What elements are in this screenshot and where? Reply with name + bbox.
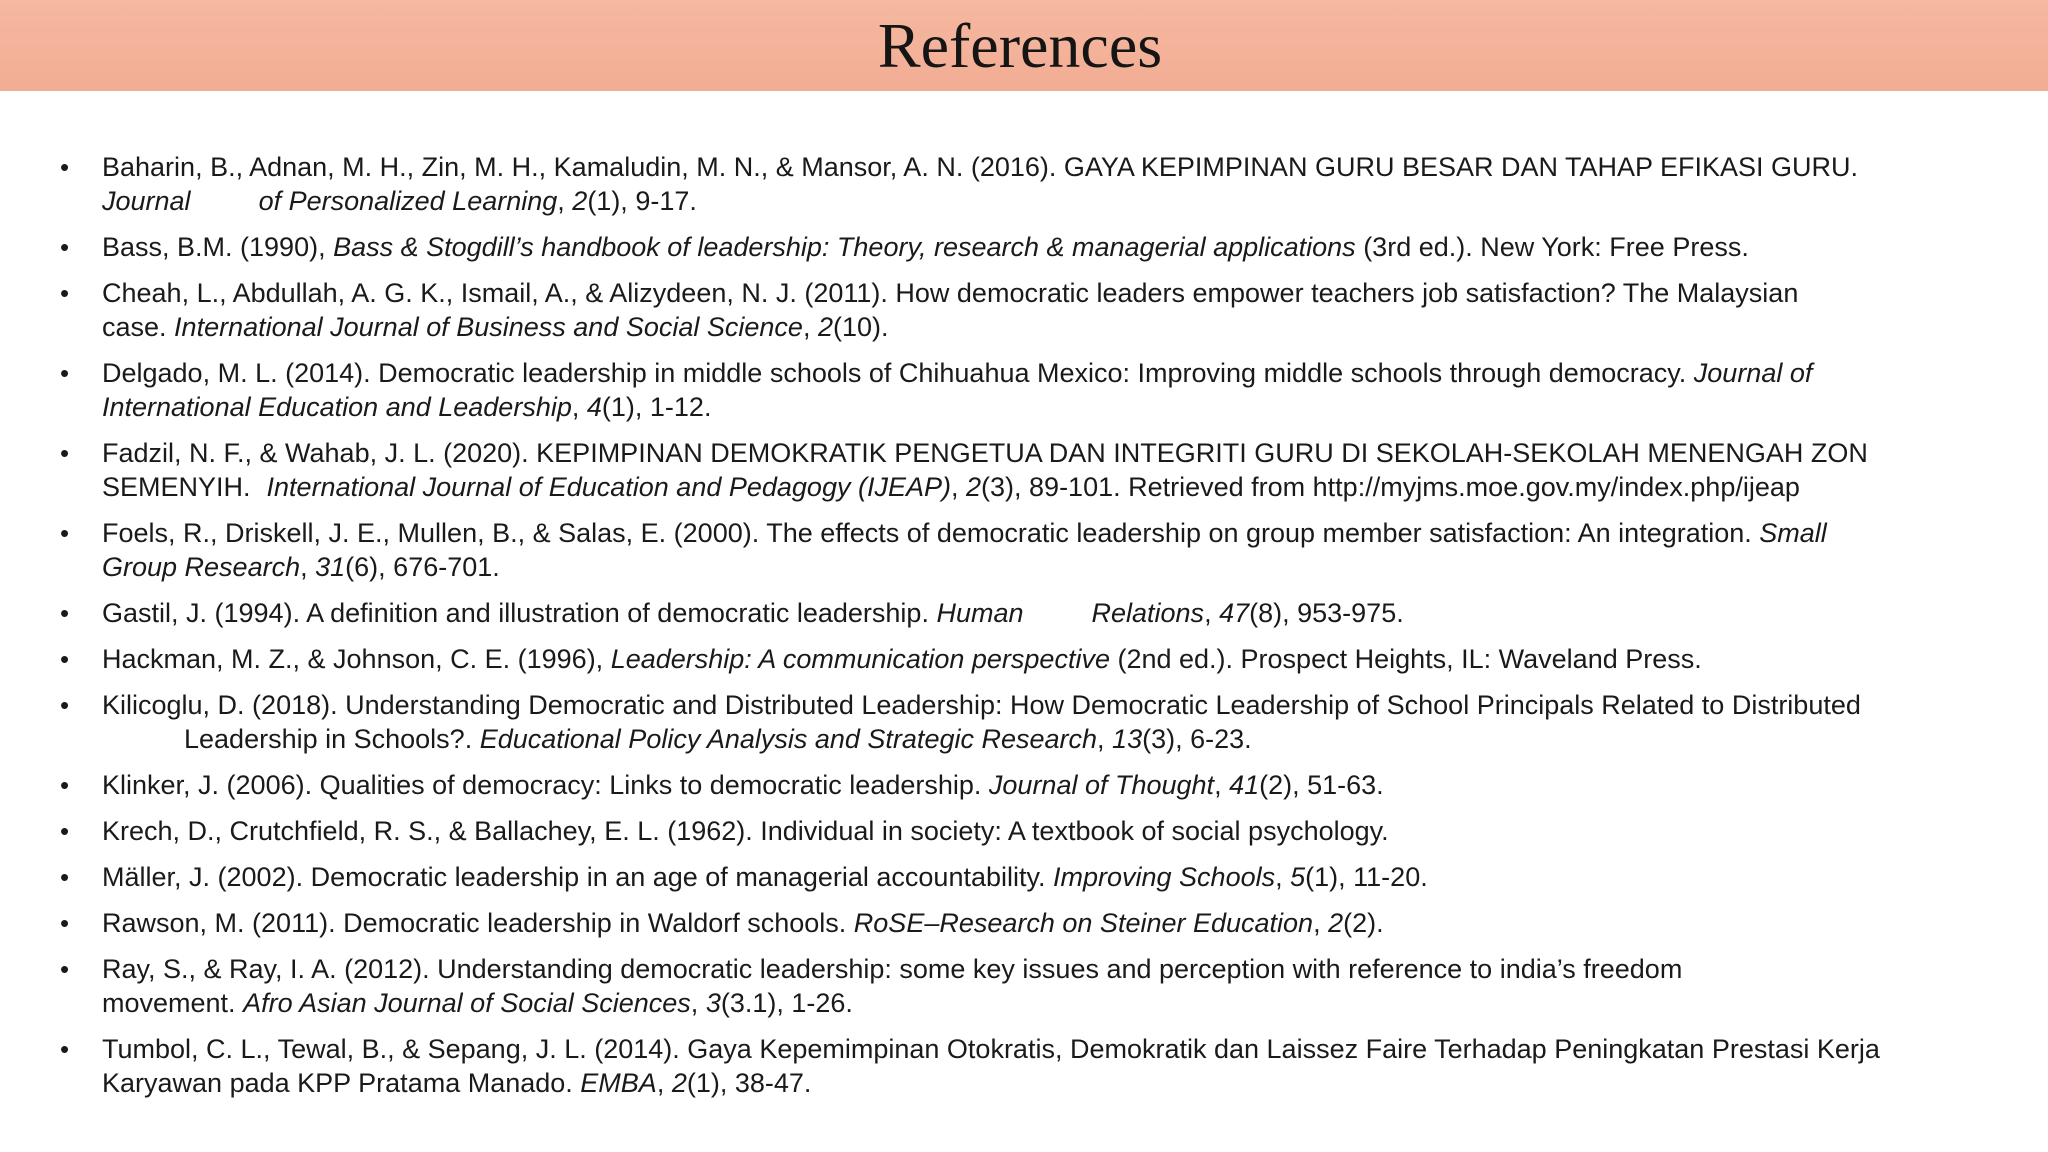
reference-text: movement. — [102, 988, 244, 1018]
reference-italic-text: Improving Schools — [1053, 862, 1276, 892]
reference-item — [0, 356, 2048, 424]
bullet-icon: • — [60, 644, 70, 674]
reference-text: Karyawan pada KPP Pratama Manado. — [102, 1068, 581, 1098]
reference-text: Bass, B.M. (1990), — [102, 232, 334, 262]
reference-text: Cheah, L., Abdullah, A. G. K., Ismail, A., & Alizydeen, N. J. (2011). How democratic leaders empower teachers job satisfaction? The Malaysian — [102, 278, 1799, 308]
reference-item — [0, 860, 2048, 894]
reference-line — [102, 768, 2012, 802]
bullet-icon: • — [60, 278, 70, 308]
reference-text: , — [656, 1068, 672, 1098]
reference-line — [102, 860, 2012, 894]
reference-item — [0, 688, 2048, 756]
reference-text: , — [802, 312, 818, 342]
reference-italic-text: Leadership: A communication perspective — [610, 644, 1110, 674]
reference-line — [102, 436, 2012, 470]
reference-text: (8), 953-975. — [1249, 598, 1404, 628]
reference-item — [0, 642, 2048, 676]
reference-italic-text: 2 — [1328, 908, 1344, 938]
reference-line — [102, 722, 2012, 756]
reference-line — [102, 150, 2012, 184]
reference-text: (1), 11-20. — [1305, 862, 1428, 892]
reference-line — [102, 276, 2012, 310]
reference-line — [102, 184, 2012, 218]
reference-text: Delgado, M. L. (2014). Democratic leadership in middle schools of Chihuahua Mexico: Improving middle schools through democracy. — [102, 358, 1694, 388]
reference-text: Fadzil, N. F., & Wahab, J. L. (2020). KEPIMPINAN DEMOKRATIK PENGETUA DAN INTEGRITI GURU DI SEKOLAH-SEKOLAH MENENGAH ZON — [102, 438, 1868, 468]
bullet-icon: • — [60, 862, 70, 892]
reference-italic-text: 2 — [817, 312, 833, 342]
reference-text: , — [300, 552, 316, 582]
reference-item — [0, 906, 2048, 940]
reference-line — [102, 310, 2012, 344]
reference-line — [102, 230, 2012, 264]
reference-text: Foels, R., Driskell, J. E., Mullen, B., & Salas, E. (2000). The effects of democratic leadership on group member satisfaction: An integration. — [102, 518, 1760, 548]
reference-italic-text: of Personalized Learning — [258, 186, 558, 216]
reference-text: (3), 6-23. — [1142, 724, 1252, 754]
reference-line — [102, 516, 2012, 550]
reference-italic-text: Afro Asian Journal of Social Sciences — [243, 988, 691, 1018]
reference-item — [0, 230, 2048, 264]
reference-italic-text: Relations — [1091, 598, 1205, 628]
reference-text: (3rd ed.). New York: Free Press. — [1355, 232, 1749, 262]
reference-italic-text: Journal — [102, 186, 191, 216]
reference-italic-text: Human — [936, 598, 1024, 628]
reference-line — [102, 1066, 2012, 1100]
reference-list — [0, 150, 2048, 1112]
reference-item — [0, 952, 2048, 1020]
reference-italic-text: 13 — [1112, 724, 1143, 754]
reference-line — [102, 356, 2012, 390]
reference-text: (10). — [832, 312, 889, 342]
reference-line — [102, 952, 2012, 986]
bullet-icon: • — [60, 358, 70, 388]
reference-item — [0, 814, 2048, 848]
reference-italic-text: Journal of — [1693, 358, 1813, 388]
reference-text: Mäller, J. (2002). Democratic leadership in an age of managerial accountability. — [102, 862, 1053, 892]
reference-italic-text: RoSE–Research on Steiner Education — [853, 908, 1314, 938]
reference-text: , — [1204, 598, 1220, 628]
reference-line — [102, 470, 2012, 504]
reference-text: case. — [102, 312, 175, 342]
reference-item — [0, 768, 2048, 802]
reference-italic-text: International Journal of Business and Social Science — [174, 312, 803, 342]
reference-text: Hackman, M. Z., & Johnson, C. E. (1996), — [102, 644, 611, 674]
bullet-icon: • — [60, 908, 70, 938]
reference-text: , — [557, 186, 573, 216]
reference-line — [102, 550, 2012, 584]
reference-text: , — [1214, 770, 1230, 800]
reference-text: Baharin, B., Adnan, M. H., Zin, M. H., Kamaludin, M. N., & Mansor, A. N. (2016). GAYA KEPIMPINAN GURU BESAR DAN TAHAP EFIKASI GURU. — [102, 152, 1859, 182]
reference-italic-text: 2 — [572, 186, 588, 216]
reference-italic-text: 47 — [1219, 598, 1250, 628]
reference-text: Klinker, J. (2006). Qualities of democracy: Links to democratic leadership. — [102, 770, 989, 800]
bullet-icon: • — [60, 152, 70, 182]
reference-text: , — [1097, 724, 1113, 754]
reference-text: Tumbol, C. L., Tewal, B., & Sepang, J. L. (2014). Gaya Kepemimpinan Otokratis, Demokratik dan Laissez Faire Terhadap Peningkatan Prestasi Kerja — [102, 1034, 1880, 1064]
reference-text: (2), 51-63. — [1259, 770, 1384, 800]
reference-text: , — [1313, 908, 1329, 938]
reference-text: Rawson, M. (2011). Democratic leadership in Waldorf schools. — [102, 908, 854, 938]
slide-title: References — [877, 10, 1163, 81]
reference-item — [0, 516, 2048, 584]
bullet-icon: • — [60, 690, 70, 720]
reference-text: Gastil, J. (1994). A definition and illustration of democratic leadership. — [102, 598, 937, 628]
reference-text: Krech, D., Crutchfield, R. S., & Ballachey, E. L. (1962). Individual in society: A textbook of social psychology. — [102, 816, 1389, 846]
reference-line — [102, 986, 2012, 1020]
reference-item — [0, 1032, 2048, 1100]
reference-italic-text: 41 — [1229, 770, 1260, 800]
reference-text: Leadership in Schools?. — [184, 724, 480, 754]
reference-text: (6), 676-701. — [345, 552, 500, 582]
reference-italic-text: 4 — [586, 392, 602, 422]
bullet-icon: • — [60, 954, 70, 984]
reference-text: Kilicoglu, D. (2018). Understanding Democratic and Distributed Leadership: How Democratic Leadership of School Principals Related to Distributed — [102, 690, 1861, 720]
reference-italic-text: International Education and Leadership — [102, 392, 572, 422]
reference-italic-text: Bass & Stogdill’s handbook of leadership: Theory, research & managerial applications — [333, 232, 1356, 262]
reference-text: (1), 9-17. — [587, 186, 697, 216]
bullet-icon: • — [60, 598, 70, 628]
reference-line — [102, 642, 2012, 676]
reference-item — [0, 436, 2048, 504]
bullet-icon: • — [60, 1034, 70, 1064]
reference-text: (2nd ed.). Prospect Heights, IL: Waveland Press. — [1109, 644, 1702, 674]
bullet-icon: • — [60, 232, 70, 262]
reference-text: (2). — [1343, 908, 1384, 938]
reference-italic-text: EMBA — [580, 1068, 657, 1098]
reference-italic-text: 2 — [671, 1068, 687, 1098]
bullet-icon: • — [60, 438, 70, 468]
reference-line — [102, 390, 2012, 424]
reference-line — [102, 1032, 2012, 1066]
bullet-icon: • — [60, 518, 70, 548]
reference-item — [0, 150, 2048, 218]
reference-italic-text: 2 — [966, 472, 982, 502]
reference-text: , — [571, 392, 587, 422]
reference-item — [0, 276, 2048, 344]
reference-text: (3), 89-101. Retrieved from http://myjms.moe.gov.my/index.php/ijeap — [981, 472, 1800, 502]
bullet-icon: • — [60, 770, 70, 800]
reference-text: (1), 38-47. — [686, 1068, 812, 1098]
reference-text: (3.1), 1-26. — [720, 988, 853, 1018]
reference-line — [102, 814, 2012, 848]
reference-line — [102, 688, 2012, 722]
reference-text: , — [1275, 862, 1291, 892]
reference-italic-text: Group Research — [102, 552, 301, 582]
reference-italic-text: International Journal of Education and Pedagogy (IJEAP) — [266, 472, 951, 502]
reference-text: (1), 1-12. — [601, 392, 712, 422]
reference-text: Ray, S., & Ray, I. A. (2012). Understanding democratic leadership: some key issues and perception with reference to india’s freedom — [102, 954, 1683, 984]
reference-text: , — [950, 472, 966, 502]
reference-line — [102, 906, 2012, 940]
reference-italic-text: Journal of Thought — [988, 770, 1215, 800]
reference-text: SEMENYIH. — [102, 472, 251, 502]
reference-text: , — [690, 988, 706, 1018]
bullet-icon: • — [60, 816, 70, 846]
reference-line — [102, 596, 2012, 630]
reference-italic-text: Small — [1759, 518, 1827, 548]
reference-item — [0, 596, 2048, 630]
reference-italic-text: 31 — [315, 552, 346, 582]
reference-italic-text: 3 — [705, 988, 721, 1018]
reference-italic-text: 5 — [1290, 862, 1306, 892]
reference-italic-text: Educational Policy Analysis and Strategic Research — [479, 724, 1098, 754]
